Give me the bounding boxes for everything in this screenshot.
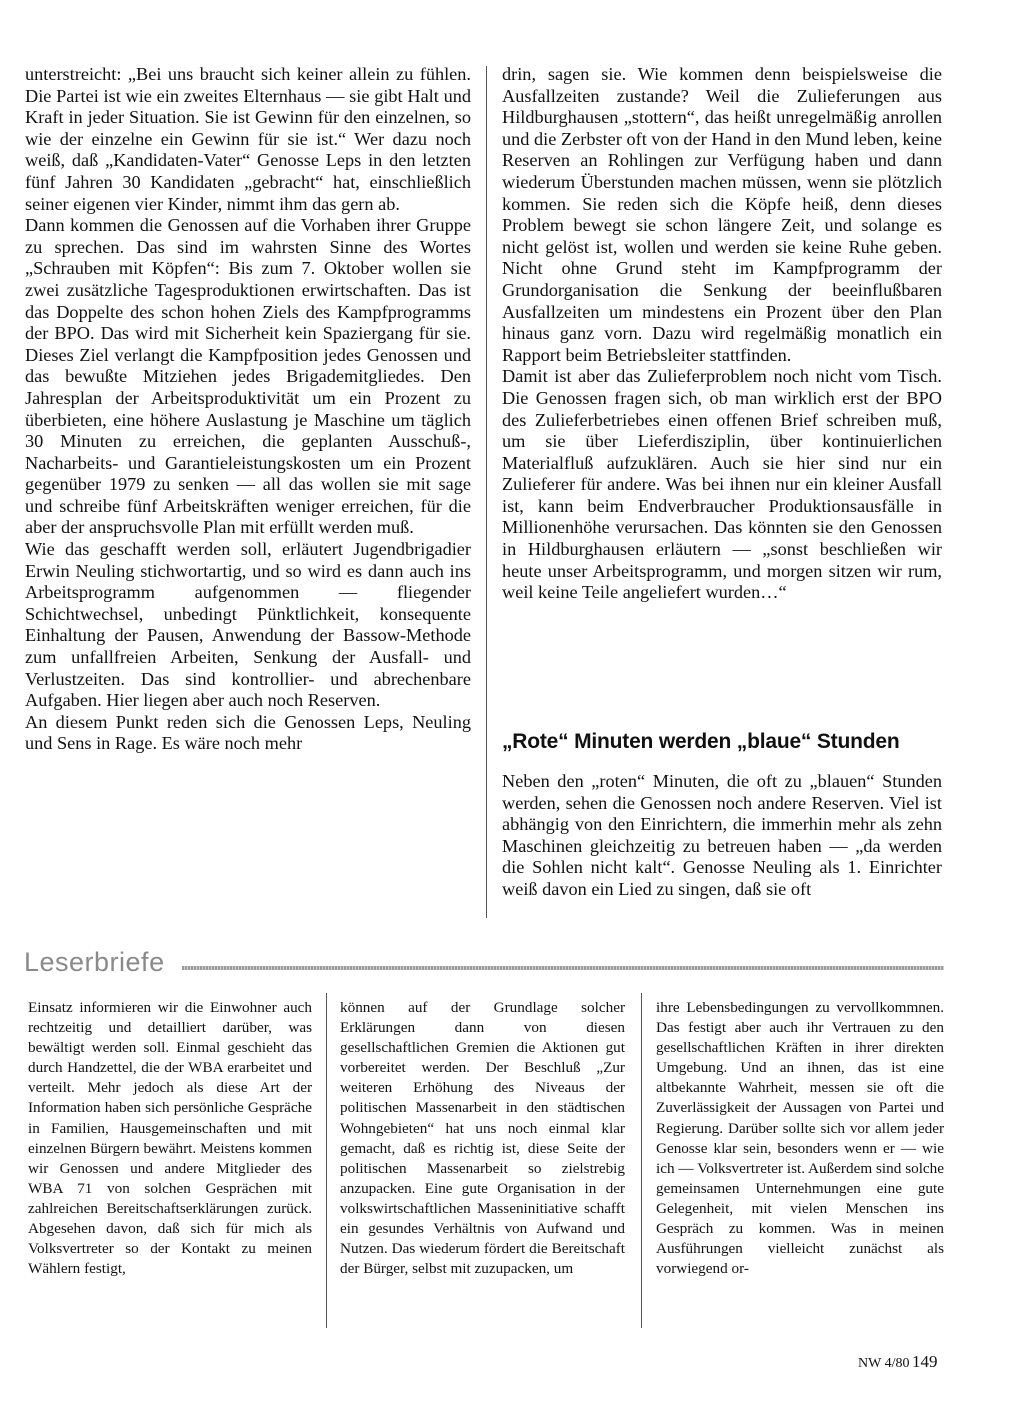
paragraph: Neben den „roten“ Minuten, die oft zu „blauen“ Stunden werden, sehen die Genossen noch andere Reserven. Viel ist abhängig von den Einrichtern, die immerhin mehr als zehn Maschinen gleichzeitig zu betreuen haben — „da werden die Sohlen nicht kalt“. Genosse Neuling als 1. Einrichter weiß davon ein Lied zu singen, daß sie oft (502, 771, 942, 899)
article-subheading: „Rote“ Minuten werden „blaue“ Stunden (502, 730, 900, 753)
paragraph: ihre Lebensbedingungen zu vervollkommnen. Das festigt aber auch ihr Vertrauen zu den gesellschaftlichen Kräften in ihrer direkten Umgebung. Und an ihnen, das ist eine altbekannte Wahrheit, messen sie oft die Zuverlässigkeit der Aussagen von Partei und Regierung. Darüber sollte sich vor allem jeder Genosse klar sein, besonders wenn er — wie ich — Volksvertreter ist. Außerdem sind solche gemeinsamen Unternehmungen eine gute Gelegenheit, mit vielen Menschen ins Gespräch zu kommen. Was in meinen Ausführungen vielleicht zunächst als vorwiegend or- (656, 999, 944, 1278)
section-title-rule (182, 966, 944, 970)
letters-column-1 (28, 998, 312, 1279)
column-divider (486, 66, 487, 918)
paragraph: Einsatz informieren wir die Einwohner auch rechtzeitig und detailliert darüber, was bewältigt werden soll. Einmal geschieht das durch Handzettel, die der WBA erarbeitet und verteilt. Mehr jedoch als diese Art der Information haben sich persönliche Gespräche in Familien, Hausgemeinschaften und mit einzelnen Bürgern bewährt. Meistens kommen wir Genossen und andere Mitglieder des WBA 71 von solchen Gesprächen mit zahlreichen Bereitschaftserklärungen zurück. Abgesehen davon, daß sich für mich als Volksvertreter so der Kontakt zu meinen Wählern festigt, (28, 999, 312, 1278)
letters-column-2 (340, 998, 625, 1279)
letters-column-3 (656, 998, 944, 1279)
column-divider (326, 993, 327, 1328)
column-divider (641, 993, 642, 1328)
article-left-column (25, 64, 471, 755)
paragraph: Damit ist aber das Zulieferproblem noch nicht vom Tisch. Die Genossen fragen sich, ob man wirklich erst der BPO des Zulieferbetriebes einen offenen Brief schreiben muß, um sie über Lieferdisziplin, über kontinuierlichen Materialfluß aufzuklären. Auch sie hier sind nur ein Zulieferer für andere. Was bei ihnen nur ein kleiner Ausfall ist, kann beim Endverbraucher Produktionsausfälle in Millionenhöhe verursachen. Das könnten sie den Genossen in Hildburghausen erläutern — „sonst beschließen wir heute unser Arbeitsprogramm, und morgen sitzen wir rum, weil keine Teile angeliefert wurden…“ (502, 366, 942, 603)
section-title: Leserbriefe (24, 947, 165, 977)
page-number: 149 (912, 1352, 938, 1371)
paragraph: Wie das geschafft werden soll, erläutert Jugendbrigadier Erwin Neuling stichwortartig, und so wird es dann auch ins Arbeitsprogramm aufgenommen — fliegender Schichtwechsel, unbedingt Pünktlichkeit, konsequente Einhaltung der Pausen, Anwendung der Bassow-Methode zum unfallfreien Arbeiten, Senkung der Ausfall- und Verlustzeiten. Das sind kontrollier- und abrechenbare Aufgaben. Hier liegen aber auch noch Reserven. (25, 539, 471, 711)
article-right-column (502, 64, 942, 604)
paragraph: unterstreicht: „Bei uns braucht sich keiner allein zu fühlen. Die Partei ist wie ein zweites Elternhaus — sie gibt Halt und Kraft in jeder Situation. Sie ist Gewinn für den einzelnen, so wie der einzelne ein Gewinn für sie ist.“ Wer dazu noch weiß, daß „Kandidaten-Vater“ Genosse Leps in den letzten fünf Jahren 30 Kandidaten „gebracht“ hat, einschließlich seiner eigenen vier Kinder, nimmt ihm das gern ab. (25, 64, 471, 214)
paragraph: können auf der Grundlage solcher Erklärungen dann von diesen gesellschaftlichen Gremien die Aktionen gut vorbereitet werden. Der Beschluß „Zur weiteren Erhöhung des Niveaus der politischen Massenarbeit in den städtischen Wohngebieten“ hat uns noch einmal klar gemacht, daß es richtig ist, diese Seite der politischen Massenarbeit so zielstrebig anzupacken. Eine gute Organisation in der volkswirtschaftlichen Masseninitiative schafft ein gesundes Verhältnis von Aufwand und Nutzen. Das wiederum fördert die Bereitschaft der Bürger, selbst mit zuzupacken, um (340, 999, 625, 1278)
paragraph: An diesem Punkt reden sich die Genossen Leps, Neuling und Sens in Rage. Es wäre noch mehr (25, 711, 471, 754)
footer-issue-label: NW 4/80 (858, 1356, 910, 1371)
article-right-column-continued (502, 771, 942, 901)
paragraph: Dann kommen die Genossen auf die Vorhaben ihrer Gruppe zu sprechen. Das sind im wahrsten Sinne des Wortes „Schrauben mit Köpfen“: Bis zum 7. Oktober wollen sie zwei zusätzliche Tagesproduktionen erwirtschaften. Das ist das Doppelte des schon hohen Ziels des Kampfprogramms der BPO. Das wird mit Sicherheit kein Spaziergang für sie. Dieses Ziel verlangt die Kampfposition jedes Genossen und das bewußte Mitziehen jedes Brigademitgliedes. Den Jahresplan der Arbeitsproduktivität um ein Prozent zu überbieten, eine höhere Auslastung je Maschine um täglich 30 Minuten zu erreichen, die geplanten Ausschuß-, Nacharbeits- und Garantieleistungskosten um ein Prozent gegenüber 1979 zu senken — all das wollen sie mit sage und schreibe fünf Arbeitskräften weniger erreichen, für die aber der anspruchsvolle Plan mit erfüllt werden muß. (25, 215, 471, 538)
paragraph: drin, sagen sie. Wie kommen denn beispielsweise die Ausfallzeiten zustande? Weil die Zulieferungen aus Hildburghausen „stottern“, das heißt unregelmäßig anrollen und die Zerbster oft von der Hand in den Mund leben, keine Reserven an Rohlingen zur Verfügung haben und dann wiederum Überstunden machen müssen, wenn sie plötzlich kommen. Sie reden sich die Köpfe heiß, denn dieses Problem bewegt sie schon längere Zeit, und solange es nicht gelöst ist, wollen und werden sie keine Ruhe geben. Nicht ohne Grund steht im Kampfprogramm der Grundorganisation die Senkung der beeinflußbaren Ausfallzeiten um mindestens ein Prozent über den Plan hinaus ganz vorn. Dazu wird regelmäßig monatlich ein Rapport beim Betriebsleiter stattfinden. (502, 64, 942, 365)
